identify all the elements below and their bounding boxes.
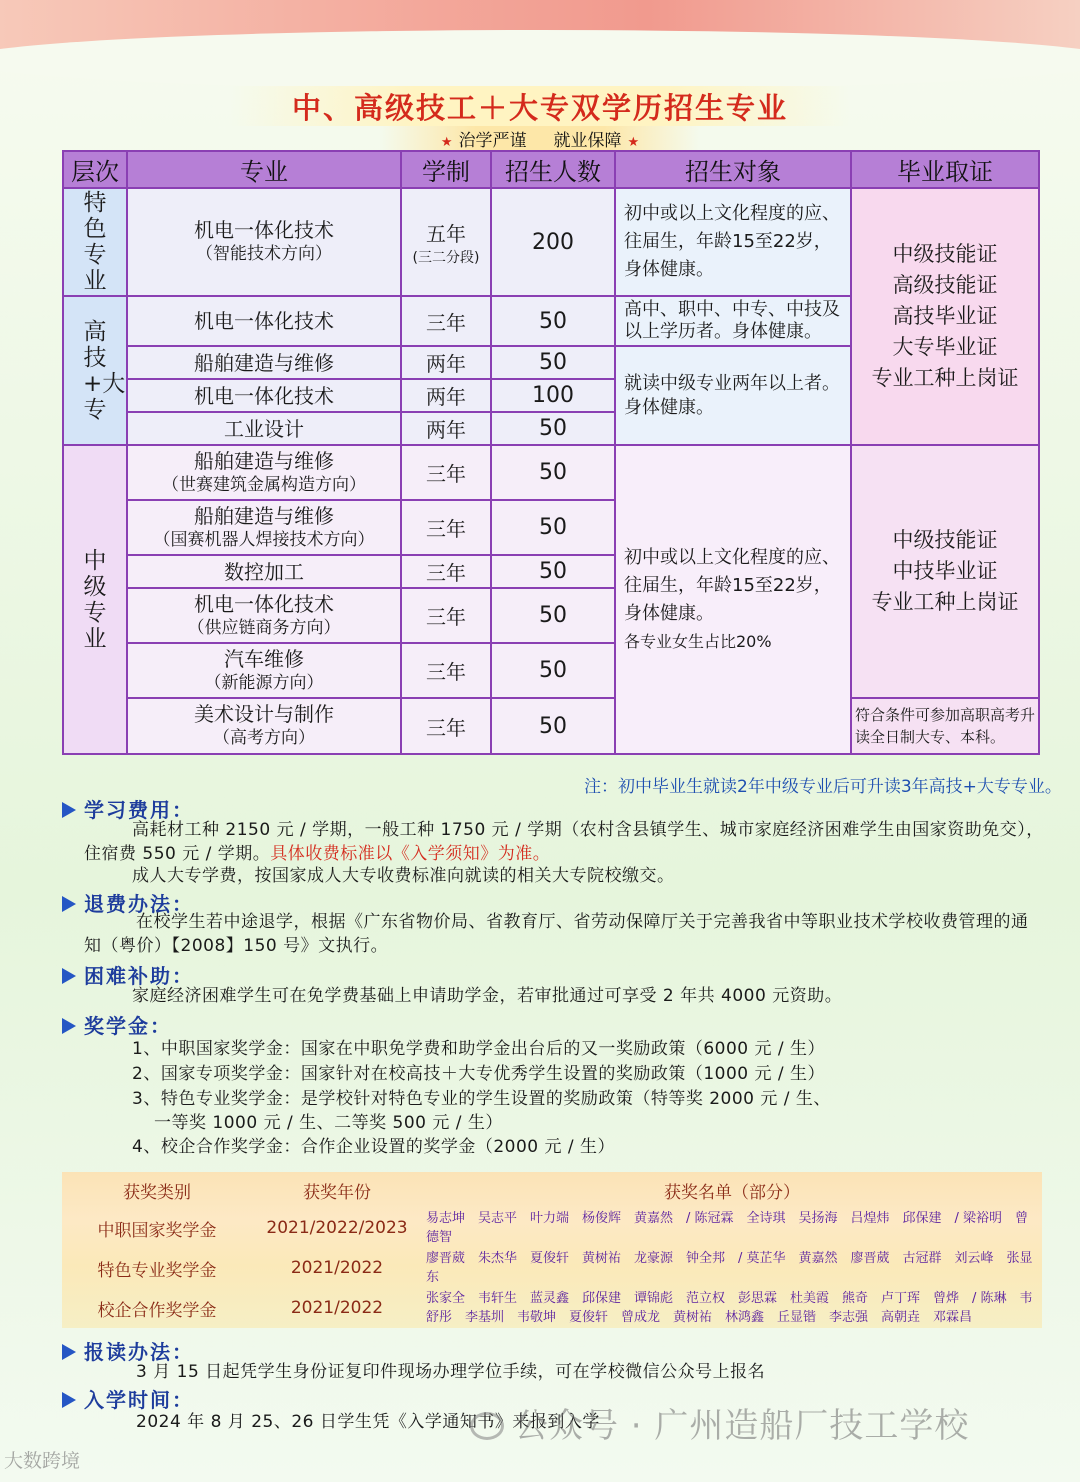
- apply-paragraph: 3 月 15 日起凭学生身份证复印件现场办理学位手续，可在学校微信公众号上报名: [136, 1362, 766, 1382]
- years-cell: 两年: [401, 412, 491, 445]
- count-cell: 50: [491, 588, 615, 643]
- scholarship-item: 2、国家专项奖学金：国家针对在校高技＋大专优秀学生设置的奖励政策（1000 元 / 生）: [132, 1064, 826, 1084]
- section-enroll-title: 入学时间：: [62, 1384, 194, 1413]
- major-cell: 船舶建造与维修 （世赛建筑金属构造方向）: [127, 445, 401, 500]
- cert-cell-1: 中级技能证 高级技能证 高技毕业证 大专毕业证 专业工种上岗证: [851, 188, 1039, 445]
- aid-paragraph: 家庭经济困难学生可在免学费基础上申请助学金，若审批通过可享受 2 年共 4000 元资助。: [132, 986, 843, 1006]
- awards-row: [62, 1248, 1042, 1288]
- table-row: [63, 698, 1039, 754]
- fees-paragraph-2: 成人大专学费，按国家成人大专收费标准向就读的相关大专院校缴交。: [132, 866, 675, 886]
- subtitle-left: 治学严谨: [458, 131, 527, 151]
- major-cell: 机电一体化技术: [127, 296, 401, 346]
- major-cell: 机电一体化技术: [127, 379, 401, 412]
- awards-header-cat: 获奖类别: [123, 1182, 191, 1203]
- count-cell: 50: [491, 698, 615, 754]
- level-featured: 特色专业: [63, 188, 127, 296]
- refund-paragraph: 在校学生若中途退学，根据《广东省物价局、省教育厅、省劳动保障厅关于完善我省中等职业技术学校收费管理的通知（粤价）【2008】150 号》文执行。: [84, 912, 1029, 956]
- award-year: 2021/2022: [290, 1298, 384, 1318]
- section-scholarship-title: 奖学金：: [62, 1010, 172, 1039]
- triangle-bullet-icon: [62, 968, 76, 984]
- table-row: [63, 188, 1039, 296]
- section-aid-title: 困难补助：: [62, 960, 194, 989]
- scholarship-list: [132, 1037, 1032, 1159]
- years-cell: 三年: [401, 555, 491, 588]
- count-cell: 50: [491, 412, 615, 445]
- level-intermediate: 中级专业: [63, 445, 127, 754]
- page-subtitle: [380, 126, 700, 150]
- section-fees-title: 学习费用：: [62, 794, 194, 823]
- header-major: 专业: [127, 151, 401, 188]
- scholarship-item: 4、校企合作奖学金：合作企业设置的奖学金（2000 元 / 生）: [132, 1137, 616, 1157]
- years-cell: 三年: [401, 643, 491, 698]
- awards-header-year: 获奖年份: [303, 1182, 371, 1203]
- award-names: 张家全 韦轩生 蓝灵鑫 邱保建 谭锦彪 范立权 彭思霖 杜美霞 熊奇 卢丁珲 曾烨 / 陈琳 韦舒彤 李基圳 韦敬坤 夏俊轩 曾成龙 黄树祐 林鸿鑫 丘显锴 李志强 高朝垚 邓霖昌: [426, 1291, 1033, 1325]
- major-cell: 美术设计与制作 （高考方向）: [127, 698, 401, 754]
- years-cell: 两年: [401, 346, 491, 379]
- count-cell: 100: [491, 379, 615, 412]
- years-cell: 两年: [401, 379, 491, 412]
- award-names: 易志坤 吴志平 叶力端 杨俊辉 黄嘉然 / 陈冠霖 全诗琪 吴扬海 吕煌炜 邱保建 / 梁裕明 曾德智: [426, 1211, 1029, 1245]
- award-year: 2021/2022/2023: [266, 1218, 408, 1238]
- scholarship-item: 3、特色专业奖学金：是学校针对特色专业的学生设置的奖励政策（特等奖 2000 元 / 生、: [132, 1089, 831, 1109]
- years-cell: 三年: [401, 296, 491, 346]
- count-cell: 50: [491, 643, 615, 698]
- awards-row: [62, 1288, 1042, 1328]
- triangle-bullet-icon: [62, 802, 76, 818]
- page-title: 中、高级技工＋大专双学历招生专业: [230, 86, 850, 126]
- triangle-bullet-icon: [62, 1344, 76, 1360]
- award-category: 特色专业奖学金: [97, 1260, 217, 1281]
- section-apply-title: 报读办法：: [62, 1336, 194, 1365]
- section-refund-title: 退费办法：: [62, 888, 194, 917]
- watermark-corner: 大数跨境: [4, 1450, 81, 1472]
- scholarship-item: 一等奖 1000 元 / 生、二等奖 500 元 / 生）: [154, 1113, 503, 1133]
- awards-table: [62, 1172, 1042, 1328]
- table-header-row: [63, 151, 1039, 188]
- enroll-paragraph: 2024 年 8 月 25、26 日学生凭《入学通知书》来报到入学: [136, 1412, 600, 1432]
- major-cell: 汽车维修 （新能源方向）: [127, 643, 401, 698]
- awards-panel: [62, 1172, 1042, 1328]
- years-cell: 三年: [401, 588, 491, 643]
- years-cell: 五年 (三二分段): [401, 188, 491, 296]
- target-cell: 初中或以上文化程度的应、往届生，年龄15至22岁，身体健康。 各专业女生占比20%: [615, 445, 851, 754]
- awards-header-names: 获奖名单（部分）: [664, 1182, 800, 1203]
- awards-header-row: [62, 1172, 1042, 1208]
- years-cell: 三年: [401, 500, 491, 555]
- wechat-icon: [470, 1412, 504, 1440]
- count-cell: 50: [491, 445, 615, 500]
- target-cell: 高中、职中、中专、中技及以上学历者。身体健康。: [615, 296, 851, 346]
- header-count: 招生人数: [491, 151, 615, 188]
- header-level: 层次: [63, 151, 127, 188]
- watermark-main: 公众号 · 广州造船厂技工学校: [470, 1398, 969, 1447]
- awards-row: [62, 1208, 1042, 1248]
- table-note: 注：初中毕业生就读2年中级专业后可升读3年高技+大专专业。: [584, 777, 1062, 797]
- fees-paragraph: 高耗材工种 2150 元 / 学期，一般工种 1750 元 / 学期（农村含县镇学生、城市家庭经济困难学生由国家资助免交），住宿费 550 元 / 学期。具体收费标准以《入学须知》为准。: [84, 820, 1044, 864]
- count-cell: 50: [491, 555, 615, 588]
- major-cell: 机电一体化技术 （供应链商务方向）: [127, 588, 401, 643]
- subtitle-right: 就业保障: [553, 131, 622, 151]
- target-cell: 就读中级专业两年以上者。身体健康。: [615, 346, 851, 445]
- scholarship-item: 1、中职国家奖学金：国家在中职免学费和助学金出台后的又一奖励政策（6000 元 / 生）: [132, 1039, 826, 1059]
- header-cert: 毕业取证: [851, 151, 1039, 188]
- cert-cell-2: 中级技能证 中技毕业证 专业工种上岗证: [851, 445, 1039, 698]
- target-cell: 初中或以上文化程度的应、往届生，年龄15至22岁，身体健康。: [615, 188, 851, 296]
- star-icon: ★: [440, 135, 453, 150]
- triangle-bullet-icon: [62, 896, 76, 912]
- count-cell: 50: [491, 346, 615, 379]
- award-names: 廖晋葳 朱杰华 夏俊轩 黄树祐 龙豪源 钟全邦 / 莫芷华 黄嘉然 廖晋葳 古冠群 刘云峰 张显东: [426, 1251, 1033, 1285]
- years-cell: 三年: [401, 445, 491, 500]
- major-cell: 船舶建造与维修: [127, 346, 401, 379]
- majors-table: [62, 150, 1040, 755]
- award-category: 校企合作奖学金: [97, 1300, 217, 1321]
- major-cell: 机电一体化技术 （智能技术方向）: [127, 188, 401, 296]
- star-icon: ★: [627, 135, 640, 150]
- major-cell: 工业设计: [127, 412, 401, 445]
- top-decor-band: [0, 0, 1080, 70]
- major-cell: 数控加工: [127, 555, 401, 588]
- major-cell: 船舶建造与维修 （国赛机器人焊接技术方向）: [127, 500, 401, 555]
- award-year: 2021/2022: [290, 1258, 384, 1278]
- count-cell: 200: [491, 188, 615, 296]
- triangle-bullet-icon: [62, 1018, 76, 1034]
- level-senior: 高技+大专: [63, 296, 127, 445]
- table-row: [63, 445, 1039, 500]
- header-years: 学制: [401, 151, 491, 188]
- cert-cell-3: 符合条件可参加高职高考升读全日制大专、本科。: [851, 698, 1039, 754]
- award-category: 中职国家奖学金: [97, 1220, 217, 1241]
- years-cell: 三年: [401, 698, 491, 754]
- triangle-bullet-icon: [62, 1392, 76, 1408]
- header-target: 招生对象: [615, 151, 851, 188]
- count-cell: 50: [491, 296, 615, 346]
- count-cell: 50: [491, 500, 615, 555]
